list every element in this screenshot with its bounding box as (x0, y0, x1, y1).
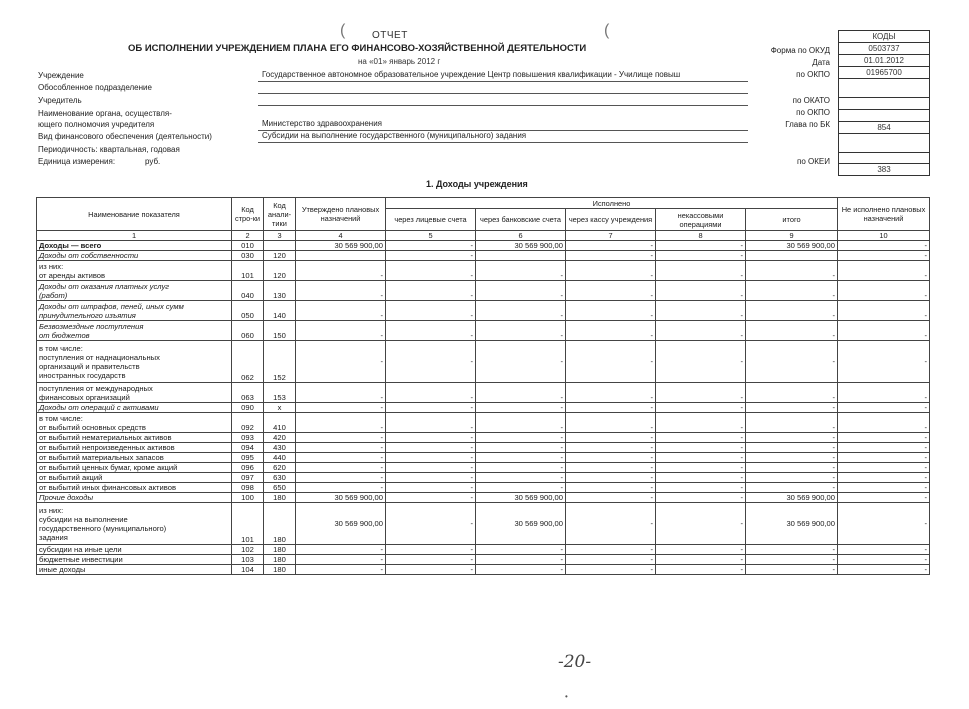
row-value-v9: 30 569 900,00 (746, 493, 838, 503)
label-okei: по ОКЕИ (797, 157, 830, 166)
row-value-v6: 30 569 900,00 (476, 503, 566, 545)
meta-underline (258, 93, 748, 94)
meta-value-institution: Государственное автономное образовательное учреждение Центр повышения квалификации - Училище повыш (262, 70, 681, 79)
row-code: 094 (232, 443, 264, 453)
row-value-v9 (746, 251, 838, 261)
row-name: Доходы от штрафов, пеней, иных сумм принудительного изъятия (37, 301, 232, 321)
row-value-v6: 30 569 900,00 (476, 493, 566, 503)
row-value-v4: - (296, 383, 386, 403)
row-value-v5: - (386, 341, 476, 383)
row-code: 010 (232, 241, 264, 251)
row-value-v9: - (746, 545, 838, 555)
meta-label-periodicity: Периодичность: квартальная, годовая (38, 145, 180, 154)
meta-label-authority: Наименование органа, осуществля- (38, 109, 172, 118)
income-table-body (37, 241, 930, 575)
row-code: 095 (232, 453, 264, 463)
row-value-v9: - (746, 565, 838, 575)
codes-box (838, 30, 930, 176)
row-code: 096 (232, 463, 264, 473)
header-approved: Утверждено плановых назначений (296, 198, 386, 231)
meta-value-finance-type: Субсидии на выполнение государственного (муниципального) задания (262, 131, 527, 140)
row-analytics-code: 153 (264, 383, 296, 403)
report-title: ОТЧЕТ (372, 30, 408, 41)
row-value-v7: - (566, 545, 656, 555)
code-glava-bk: 854 (839, 122, 929, 134)
pen-mark-icon: ( (604, 22, 610, 39)
row-name: в том числе: от выбытий основных средств (37, 413, 232, 433)
meta-value-authority: Министерство здравоохранения (262, 119, 382, 128)
table-row (37, 341, 930, 383)
row-analytics-code: 180 (264, 545, 296, 555)
row-name: Прочие доходы (37, 493, 232, 503)
row-name: из них: от аренды активов (37, 261, 232, 281)
row-value-v9: - (746, 443, 838, 453)
row-value-v8: - (656, 403, 746, 413)
row-value-v10: - (838, 383, 930, 403)
row-code: 030 (232, 251, 264, 261)
row-name: от выбытий акций (37, 473, 232, 483)
row-value-v5: - (386, 261, 476, 281)
row-value-v5: - (386, 555, 476, 565)
row-analytics-code: 180 (264, 493, 296, 503)
row-name: иные доходы (37, 565, 232, 575)
row-code: 040 (232, 281, 264, 301)
row-value-v9: - (746, 321, 838, 341)
row-analytics-code: 180 (264, 555, 296, 565)
row-value-v10: - (838, 413, 930, 433)
row-value-v4: - (296, 453, 386, 463)
col-index: 6 (476, 231, 566, 241)
label-okpo-2: по ОКПО (796, 108, 830, 117)
row-value-v4: - (296, 555, 386, 565)
col-index: 8 (656, 231, 746, 241)
table-row (37, 545, 930, 555)
row-analytics-code: 440 (264, 453, 296, 463)
row-value-v9: - (746, 413, 838, 433)
row-value-v8: - (656, 383, 746, 403)
row-value-v6: - (476, 565, 566, 575)
row-value-v4: - (296, 565, 386, 575)
row-value-v5: - (386, 383, 476, 403)
row-value-v7: - (566, 261, 656, 281)
row-code: 062 (232, 341, 264, 383)
code-spacer (839, 153, 929, 164)
row-value-v10: - (838, 453, 930, 463)
row-code: 101 (232, 503, 264, 545)
table-row (37, 383, 930, 403)
scan-dot-icon: • (565, 692, 568, 701)
row-value-v5: - (386, 473, 476, 483)
code-okud: 0503737 (839, 43, 929, 55)
header-cash: через кассу учреждения (566, 209, 656, 231)
code-okpo-2 (839, 110, 929, 122)
table-row (37, 565, 930, 575)
row-value-v4: - (296, 463, 386, 473)
report-date: на «01» январь 2012 г (358, 57, 441, 66)
row-value-v10: - (838, 483, 930, 493)
table-row (37, 443, 930, 453)
row-value-v8: - (656, 341, 746, 383)
label-okpo: по ОКПО (796, 70, 830, 79)
row-value-v5: - (386, 251, 476, 261)
table-row (37, 503, 930, 545)
row-name: бюджетные инвестиции (37, 555, 232, 565)
row-value-v8: - (656, 463, 746, 473)
row-name: Доходы от собственности (37, 251, 232, 261)
row-value-v7: - (566, 493, 656, 503)
row-value-v7: - (566, 473, 656, 483)
row-value-v5: - (386, 463, 476, 473)
row-name: субсидии на иные цели (37, 545, 232, 555)
row-value-v10: - (838, 433, 930, 443)
row-value-v6: - (476, 261, 566, 281)
row-value-v4: - (296, 545, 386, 555)
table-row (37, 321, 930, 341)
row-value-v5: - (386, 453, 476, 463)
table-row (37, 403, 930, 413)
row-value-v4: - (296, 403, 386, 413)
report-subtitle: ОБ ИСПОЛНЕНИИ УЧРЕЖДЕНИЕМ ПЛАНА ЕГО ФИНАНСОВО-ХОЗЯЙСТВЕННОЙ ДЕЯТЕЛЬНОСТИ (128, 43, 587, 54)
row-value-v6: - (476, 555, 566, 565)
row-value-v8: - (656, 493, 746, 503)
row-code: 093 (232, 433, 264, 443)
row-value-v9: 30 569 900,00 (746, 241, 838, 251)
row-value-v6: - (476, 383, 566, 403)
row-name: от выбытий материальных запасов (37, 453, 232, 463)
row-value-v5: - (386, 565, 476, 575)
row-value-v5: - (386, 413, 476, 433)
row-value-v6: - (476, 545, 566, 555)
row-value-v4: 30 569 900,00 (296, 493, 386, 503)
row-code: 098 (232, 483, 264, 493)
row-value-v9: - (746, 473, 838, 483)
row-name: Доходы — всего (37, 241, 232, 251)
row-code: 097 (232, 473, 264, 483)
row-value-v4: 30 569 900,00 (296, 503, 386, 545)
row-value-v6: - (476, 281, 566, 301)
row-value-v7: - (566, 463, 656, 473)
label-date: Дата (812, 58, 830, 67)
row-value-v6 (476, 251, 566, 261)
section-title: 1. Доходы учреждения (426, 179, 528, 189)
row-value-v7: - (566, 565, 656, 575)
meta-underline (258, 81, 748, 82)
table-row (37, 251, 930, 261)
row-value-v5: - (386, 493, 476, 503)
header-code-row: Код стро-ки (232, 198, 264, 231)
row-value-v9: - (746, 453, 838, 463)
header-bank: через банковские счета (476, 209, 566, 231)
row-value-v9: - (746, 301, 838, 321)
header-executed: Исполнено (386, 198, 838, 209)
header-noncash: некассовыми операциями (656, 209, 746, 231)
row-value-v9: - (746, 341, 838, 383)
row-code: 104 (232, 565, 264, 575)
row-name: от выбытий нематериальных активов (37, 433, 232, 443)
row-analytics-code: 180 (264, 503, 296, 545)
row-value-v9: - (746, 433, 838, 443)
row-name: от выбытий иных финансовых активов (37, 483, 232, 493)
row-name: Безвозмездные поступления от бюджетов (37, 321, 232, 341)
table-row (37, 301, 930, 321)
row-value-v9: - (746, 281, 838, 301)
row-value-v8: - (656, 241, 746, 251)
row-value-v8: - (656, 443, 746, 453)
row-value-v10: - (838, 321, 930, 341)
meta-label-authority-cont: ющего полномочия учредителя (38, 120, 155, 129)
row-value-v7: - (566, 403, 656, 413)
row-value-v8: - (656, 555, 746, 565)
row-value-v9: 30 569 900,00 (746, 503, 838, 545)
row-value-v8: - (656, 261, 746, 281)
row-value-v4: 30 569 900,00 (296, 241, 386, 251)
row-value-v5: - (386, 321, 476, 341)
meta-label-founder: Учредитель (38, 96, 82, 105)
row-analytics-code: 410 (264, 413, 296, 433)
row-value-v8: - (656, 321, 746, 341)
row-value-v7: - (566, 321, 656, 341)
row-value-v8: - (656, 453, 746, 463)
page-number: -20- (558, 652, 592, 672)
income-table (36, 197, 930, 575)
row-value-v5: - (386, 483, 476, 493)
table-row (37, 483, 930, 493)
row-value-v6: - (476, 483, 566, 493)
col-index: 2 (232, 231, 264, 241)
row-value-v4: - (296, 261, 386, 281)
row-value-v7: - (566, 555, 656, 565)
code-spacer (839, 79, 929, 98)
code-date: 01.01.2012 (839, 55, 929, 67)
row-value-v7: - (566, 241, 656, 251)
row-value-v10: - (838, 555, 930, 565)
code-okato (839, 98, 929, 110)
row-value-v6: - (476, 413, 566, 433)
codes-header: КОДЫ (839, 31, 929, 43)
row-value-v8: - (656, 433, 746, 443)
code-okei: 383 (839, 164, 929, 176)
row-value-v7: - (566, 281, 656, 301)
meta-underline (258, 142, 748, 143)
col-index: 7 (566, 231, 656, 241)
row-code: 063 (232, 383, 264, 403)
row-value-v8: - (656, 545, 746, 555)
row-value-v10: - (838, 403, 930, 413)
row-name: поступления от международных финансовых организаций (37, 383, 232, 403)
row-analytics-code: 430 (264, 443, 296, 453)
row-analytics-code: 650 (264, 483, 296, 493)
row-value-v4: - (296, 281, 386, 301)
header-not-executed: Не исполнено плановых назначений (838, 198, 930, 231)
table-row (37, 261, 930, 281)
row-value-v7: - (566, 251, 656, 261)
row-value-v6: 30 569 900,00 (476, 241, 566, 251)
row-value-v5: - (386, 301, 476, 321)
row-code: 060 (232, 321, 264, 341)
meta-unit-value: руб. (145, 157, 161, 166)
table-row (37, 493, 930, 503)
table-row (37, 433, 930, 443)
meta-label-subdivision: Обособленное подразделение (38, 83, 152, 92)
row-value-v8: - (656, 503, 746, 545)
row-value-v10: - (838, 545, 930, 555)
table-row (37, 463, 930, 473)
meta-underline (258, 105, 748, 106)
row-name: в том числе: поступления от наднациональных организаций и правительств иностранных государств (37, 341, 232, 383)
row-value-v4: - (296, 341, 386, 383)
row-value-v8: - (656, 473, 746, 483)
label-glava-bk: Глава по БК (785, 120, 830, 129)
row-value-v10: - (838, 301, 930, 321)
row-value-v8: - (656, 251, 746, 261)
row-value-v7: - (566, 341, 656, 383)
header-name: Наименование показателя (37, 198, 232, 231)
col-index: 9 (746, 231, 838, 241)
row-value-v4: - (296, 483, 386, 493)
code-spacer (839, 134, 929, 153)
row-analytics-code: 130 (264, 281, 296, 301)
row-value-v7: - (566, 443, 656, 453)
row-value-v4: - (296, 301, 386, 321)
row-value-v5: - (386, 403, 476, 413)
row-name: из них: субсидии на выполнение государственного (муниципального) задания (37, 503, 232, 545)
row-value-v5: - (386, 545, 476, 555)
row-value-v10: - (838, 341, 930, 383)
row-value-v5: - (386, 241, 476, 251)
row-value-v7: - (566, 413, 656, 433)
col-index: 10 (838, 231, 930, 241)
row-value-v4 (296, 251, 386, 261)
header-code-analytics: Код анали-тики (264, 198, 296, 231)
row-value-v6: - (476, 443, 566, 453)
row-value-v8: - (656, 565, 746, 575)
row-value-v6: - (476, 473, 566, 483)
row-value-v6: - (476, 341, 566, 383)
row-analytics-code: х (264, 403, 296, 413)
row-value-v10: - (838, 493, 930, 503)
row-code: 050 (232, 301, 264, 321)
row-analytics-code: 150 (264, 321, 296, 341)
row-value-v6: - (476, 463, 566, 473)
row-value-v7: - (566, 301, 656, 321)
row-value-v8: - (656, 413, 746, 433)
row-value-v10: - (838, 565, 930, 575)
row-value-v9: - (746, 483, 838, 493)
row-value-v4: - (296, 321, 386, 341)
row-analytics-code: 420 (264, 433, 296, 443)
row-code: 103 (232, 555, 264, 565)
row-value-v9: - (746, 403, 838, 413)
meta-label-institution: Учреждение (38, 71, 84, 80)
row-value-v5: - (386, 443, 476, 453)
row-analytics-code: 120 (264, 251, 296, 261)
table-row (37, 281, 930, 301)
row-value-v9: - (746, 555, 838, 565)
row-value-v6: - (476, 403, 566, 413)
row-value-v10: - (838, 251, 930, 261)
label-okud: Форма по ОКУД (770, 46, 830, 55)
row-analytics-code (264, 241, 296, 251)
row-analytics-code: 140 (264, 301, 296, 321)
code-okpo: 01965700 (839, 67, 929, 79)
row-value-v5: - (386, 503, 476, 545)
row-value-v6: - (476, 301, 566, 321)
row-value-v6: - (476, 453, 566, 463)
row-value-v7: - (566, 503, 656, 545)
row-value-v9: - (746, 261, 838, 281)
row-value-v4: - (296, 473, 386, 483)
row-analytics-code: 620 (264, 463, 296, 473)
row-value-v8: - (656, 301, 746, 321)
row-value-v10: - (838, 261, 930, 281)
row-analytics-code: 630 (264, 473, 296, 483)
table-row (37, 241, 930, 251)
col-index: 5 (386, 231, 476, 241)
meta-label-unit: Единица измерения: (38, 157, 116, 166)
row-value-v8: - (656, 281, 746, 301)
col-index: 3 (264, 231, 296, 241)
row-value-v7: - (566, 433, 656, 443)
row-name: от выбытий ценных бумаг, кроме акций (37, 463, 232, 473)
row-code: 102 (232, 545, 264, 555)
row-value-v6: - (476, 321, 566, 341)
row-code: 101 (232, 261, 264, 281)
row-value-v4: - (296, 413, 386, 433)
table-row (37, 473, 930, 483)
table-row (37, 555, 930, 565)
row-analytics-code: 180 (264, 565, 296, 575)
row-value-v4: - (296, 433, 386, 443)
row-code: 090 (232, 403, 264, 413)
label-okato: по ОКАТО (792, 96, 830, 105)
row-value-v7: - (566, 383, 656, 403)
row-value-v10: - (838, 281, 930, 301)
row-value-v8: - (656, 483, 746, 493)
row-value-v10: - (838, 463, 930, 473)
pen-mark-icon: ( (340, 22, 346, 39)
row-value-v10: - (838, 443, 930, 453)
row-value-v10: - (838, 473, 930, 483)
row-value-v9: - (746, 463, 838, 473)
row-name: Доходы от операций с активами (37, 403, 232, 413)
header-total: итого (746, 209, 838, 231)
row-value-v10: - (838, 503, 930, 545)
row-code: 100 (232, 493, 264, 503)
row-value-v9: - (746, 383, 838, 403)
meta-label-finance-type: Вид финансового обеспечения (деятельности) (38, 132, 212, 141)
row-value-v5: - (386, 281, 476, 301)
header-accounts: через лицевые счета (386, 209, 476, 231)
row-value-v7: - (566, 483, 656, 493)
row-value-v7: - (566, 453, 656, 463)
row-value-v4: - (296, 443, 386, 453)
row-value-v5: - (386, 433, 476, 443)
col-index: 1 (37, 231, 232, 241)
row-name: Доходы от оказания платных услуг (работ) (37, 281, 232, 301)
row-name: от выбытий непроизведенных активов (37, 443, 232, 453)
row-value-v6: - (476, 433, 566, 443)
col-index: 4 (296, 231, 386, 241)
row-code: 092 (232, 413, 264, 433)
row-analytics-code: 152 (264, 341, 296, 383)
table-row (37, 413, 930, 433)
row-analytics-code: 120 (264, 261, 296, 281)
table-row (37, 453, 930, 463)
row-value-v10: - (838, 241, 930, 251)
